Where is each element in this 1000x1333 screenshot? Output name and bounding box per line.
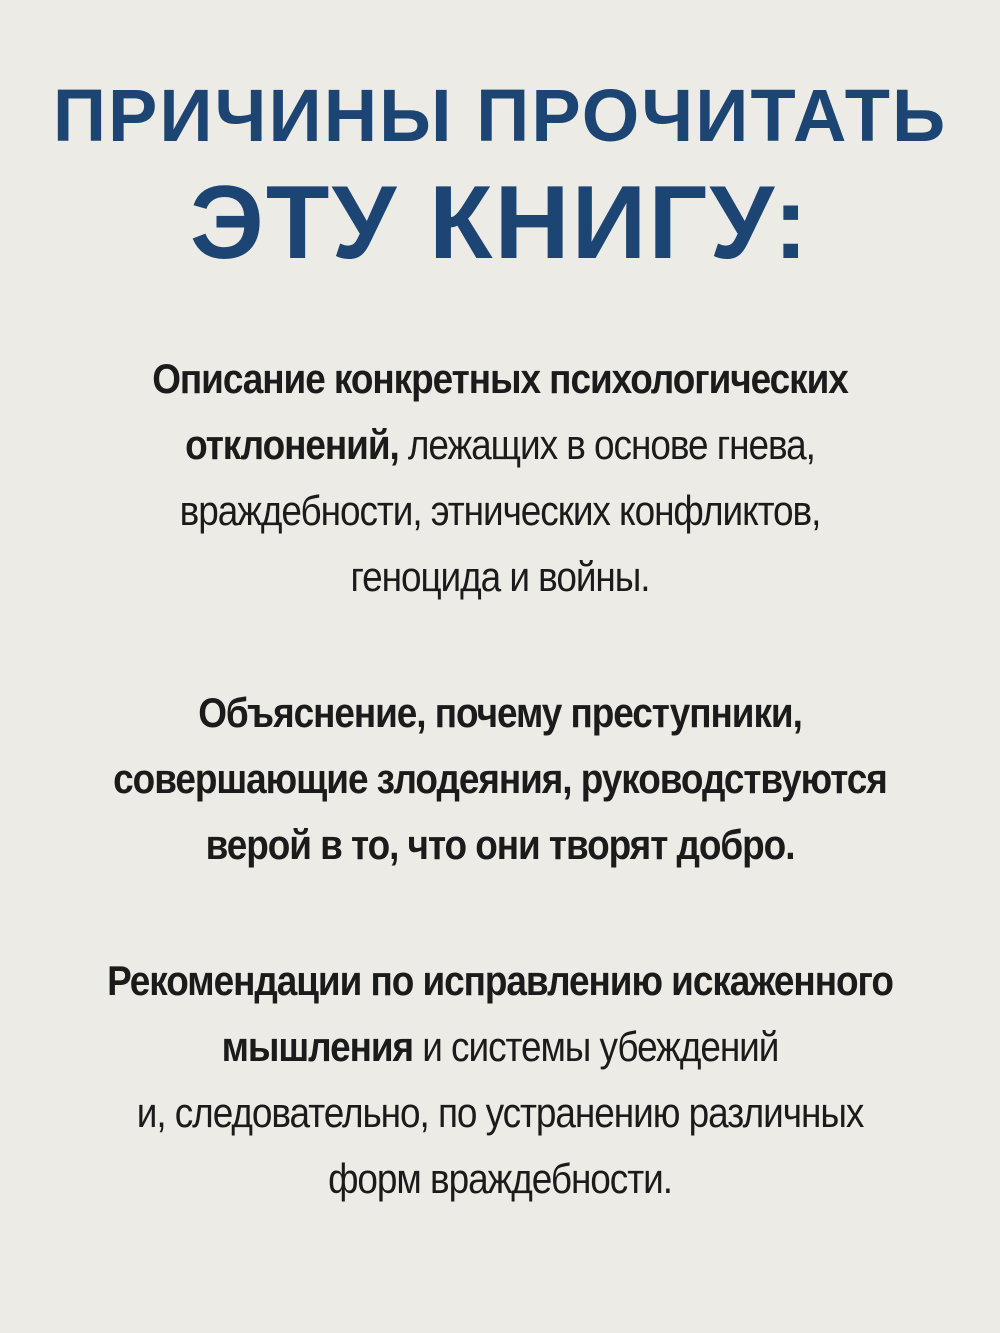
reason-3-line-1: Рекомендации по исправлению искаженного [107,957,893,1004]
reason-1-line-3: враждебности, этнических конфликтов, [179,487,821,534]
reason-3-line-3: и, следовательно, по устранению различных [136,1089,864,1136]
reason-3-line-2-normal: и системы убеждений [413,1023,779,1070]
reason-3-line-4: форм враждебности. [328,1155,672,1202]
reason-2-line-3: верой в то, что они творят добро. [205,821,795,868]
reason-2-line-1: Объяснение, почему преступники, [198,689,802,736]
reasons-list [0,346,1000,1212]
reason-3-line-2 [42,1014,957,1080]
reason-item [60,680,940,878]
reason-1-line-2-bold: отклонений, [185,421,399,468]
reason-1-line-2-normal: лежащих в основе гнева, [398,421,815,468]
page-title [0,72,1000,282]
reason-item [42,948,957,1212]
title-line-1: ПРИЧИНЫ ПРОЧИТАТЬ [52,74,948,157]
reason-1-line-2 [60,412,940,478]
reason-1-line-4: геноцида и войны. [350,553,650,600]
reason-3-line-2-bold: мышления [221,1023,414,1070]
reason-1-line-1: Описание конкретных психологических [152,355,848,402]
reason-2-line-2: совершающие злодеяния, руководствуются [113,755,887,802]
title-line-2: ЭТУ КНИГУ: [189,165,811,281]
reason-item [60,346,940,610]
